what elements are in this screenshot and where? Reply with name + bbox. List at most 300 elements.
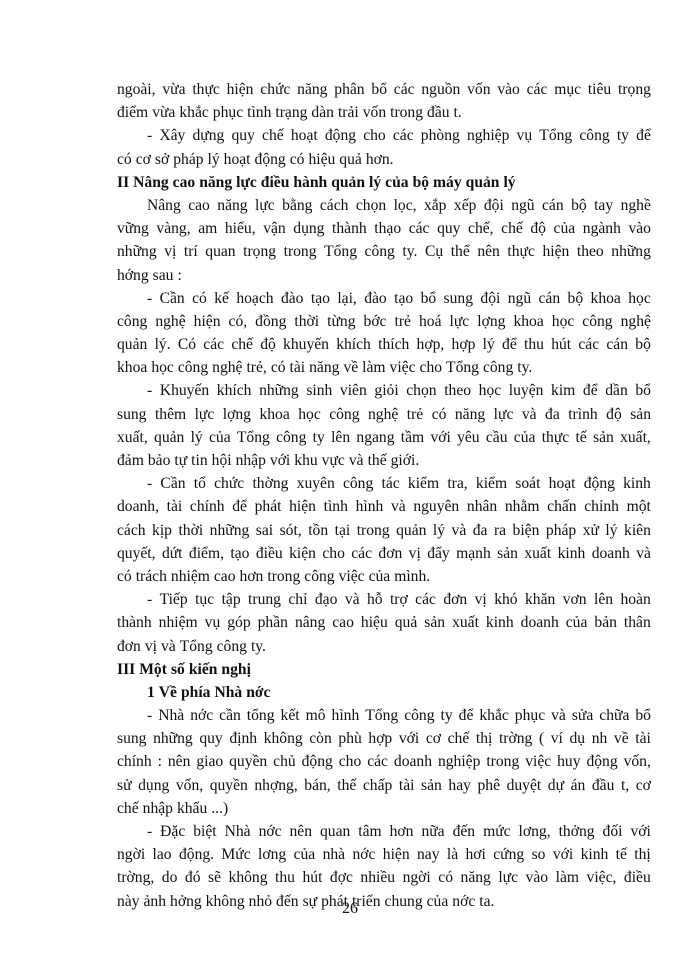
word: cho (322, 544, 345, 562)
word: thân (623, 614, 651, 632)
word: lý (432, 521, 446, 539)
word: công (582, 312, 613, 330)
word: phát (254, 498, 282, 516)
word: và (451, 521, 467, 539)
word: tài (166, 498, 183, 516)
word: có (270, 359, 286, 377)
word: hoạt (290, 127, 318, 145)
word: chế (447, 730, 470, 748)
word: vừa (162, 81, 186, 98)
word: hay (448, 776, 471, 794)
word: chấn (547, 498, 577, 516)
word: ngang (356, 428, 395, 446)
word: cơ (135, 150, 151, 168)
word: nhập (142, 799, 173, 817)
word: Tổng (446, 359, 479, 377)
word: Khuyến (159, 382, 210, 400)
word: nớc (352, 846, 376, 864)
word: và (390, 498, 406, 516)
word: kinh (580, 846, 609, 864)
word: các (351, 544, 373, 562)
word: khoa (259, 405, 290, 423)
word: hiện (193, 312, 221, 330)
word: sinh (306, 382, 333, 400)
word: vị (164, 243, 177, 261)
word: hiện (382, 846, 410, 864)
word: sản (497, 544, 518, 562)
word: bổ (635, 707, 651, 725)
word: của (293, 846, 316, 864)
word: tế (575, 428, 587, 446)
word: của (385, 173, 409, 191)
word: ngời (402, 869, 431, 887)
word: học (151, 359, 174, 377)
word: hiểu, (224, 220, 256, 238)
word: trọng (618, 81, 651, 98)
word: hiện (226, 81, 254, 98)
word: tổ (193, 475, 206, 493)
word: tác (381, 475, 400, 493)
word: phần (257, 614, 288, 632)
word: lọc, (393, 196, 417, 214)
word: đối (602, 823, 623, 840)
word: ngũ (511, 196, 535, 214)
word: trong (486, 753, 520, 771)
word: bán, (304, 776, 331, 794)
word: với (430, 428, 451, 446)
word: cần (219, 707, 241, 725)
word: đầu (591, 776, 615, 794)
word: thời (294, 312, 320, 330)
word: hình (331, 707, 360, 725)
word: năng (297, 81, 328, 98)
word: theo (576, 243, 604, 261)
word: những (153, 730, 193, 748)
word: quyền (229, 753, 268, 771)
word: chấp (362, 776, 393, 794)
word: tập (221, 591, 241, 609)
word: Tổng (236, 428, 270, 446)
word: bộ (571, 196, 587, 214)
word: vừa (152, 104, 176, 122)
text-line (117, 820, 651, 843)
word: Có (177, 336, 197, 354)
word: động (586, 753, 618, 771)
word: nên (167, 753, 191, 771)
word: - (147, 382, 153, 400)
section-heading (117, 681, 651, 704)
word: bảo (147, 452, 171, 469)
word: thể (450, 243, 470, 261)
word: phù (338, 730, 362, 748)
word: hơn (389, 823, 414, 840)
word: tạo (230, 544, 250, 562)
word: mục (554, 81, 582, 98)
word: kim (551, 382, 576, 400)
word: trong (283, 243, 317, 261)
word: lực (498, 869, 519, 887)
word: và (551, 707, 566, 725)
word: để (458, 707, 474, 725)
word: số (170, 660, 185, 678)
text-line (117, 78, 651, 101)
word: mạnh (456, 544, 491, 562)
word: thờng (252, 475, 289, 493)
word: dần (605, 382, 628, 400)
word: các (393, 81, 415, 98)
word: nhà (322, 846, 346, 864)
word: ty. (250, 637, 266, 655)
word: thêm (154, 405, 187, 423)
word: dựng (192, 127, 225, 145)
word: tay (594, 196, 614, 214)
word: sử (117, 776, 132, 794)
word: ty. (517, 359, 533, 377)
text-line (117, 310, 651, 333)
text-line (117, 333, 651, 356)
word: hoạt (223, 150, 251, 168)
word: chức (260, 81, 291, 98)
word: nhằm (504, 498, 540, 516)
word: đợc (329, 869, 353, 887)
word: đồng (255, 312, 287, 330)
word: bổ (420, 289, 437, 307)
word: trách (135, 567, 167, 585)
word: nghề (620, 196, 651, 214)
word: khó (494, 591, 518, 609)
word: tầm (400, 428, 425, 446)
word: sửa (571, 707, 594, 725)
word: công (117, 312, 148, 330)
text-line (117, 287, 651, 310)
word: thời (178, 521, 204, 539)
word: trờng (498, 730, 533, 748)
word: các (203, 336, 225, 354)
text-line (117, 449, 651, 472)
word: quy (199, 730, 223, 748)
word: mô (305, 707, 326, 725)
word: sở (154, 150, 170, 168)
word: khu (294, 452, 318, 469)
word: sung (117, 405, 147, 423)
word: kinh (623, 475, 651, 493)
word: việc (525, 753, 552, 771)
word: ngoài, (117, 81, 156, 98)
word: nâng (294, 614, 326, 632)
word: quản (396, 521, 427, 539)
word: sót, (279, 521, 302, 539)
word: có (117, 567, 132, 585)
word: chế, (468, 220, 494, 238)
word: các (578, 336, 600, 354)
word: - (147, 823, 153, 840)
word: vốn, (175, 776, 204, 794)
word: công (342, 475, 374, 493)
word: khắc (479, 707, 509, 725)
word: học (478, 382, 502, 400)
text-line (117, 356, 651, 379)
word: vực (321, 452, 345, 469)
word: của (368, 567, 391, 585)
word: theo (444, 382, 472, 400)
word: công (482, 359, 514, 377)
word: do (161, 869, 178, 887)
text-line (117, 797, 651, 820)
word: khích (336, 336, 371, 354)
word: duyệt (506, 776, 542, 794)
word: thực (192, 81, 220, 98)
word: thế (367, 452, 387, 469)
word: vị (144, 637, 157, 655)
text-line (117, 611, 651, 634)
word: với (552, 846, 574, 864)
document-body (117, 78, 651, 913)
word: trong (356, 521, 390, 539)
word: thởng (558, 823, 595, 840)
word: chính (189, 498, 225, 516)
word: điểm, (188, 544, 225, 562)
word: kế (214, 289, 229, 307)
word: không (228, 869, 268, 887)
word: vào (628, 220, 651, 238)
text-line (117, 774, 651, 797)
word: tiêu (587, 81, 612, 98)
word: quản (117, 336, 148, 354)
word: vận (263, 220, 286, 238)
word: vào (525, 869, 549, 887)
text-line (117, 704, 651, 727)
word: từng (327, 312, 356, 330)
word: công (404, 707, 435, 725)
word: Tổng (365, 707, 399, 725)
text-line (117, 519, 651, 542)
word: công (579, 127, 610, 145)
word: quả (339, 150, 362, 168)
word: trợ (389, 591, 408, 609)
word: Tổng (324, 243, 357, 261)
word: tế (615, 846, 627, 864)
word: phục (212, 104, 244, 122)
word: Cần (159, 289, 185, 307)
word: đào (280, 289, 304, 307)
text-line (117, 264, 651, 287)
word: Mức (221, 846, 251, 864)
word: dụng (138, 776, 170, 794)
word: đơn (443, 591, 468, 609)
text-line (117, 495, 651, 518)
word: triển (351, 892, 381, 910)
word: vơn (562, 591, 587, 609)
word: khuyến (283, 336, 329, 354)
word: chung (384, 892, 423, 910)
word: với (398, 730, 420, 748)
word: học (298, 405, 321, 423)
word: dụng (293, 220, 325, 238)
section-heading (117, 658, 651, 681)
word: để (582, 382, 598, 400)
word: đội (483, 196, 504, 214)
text-line (117, 426, 651, 449)
word: tại (334, 521, 351, 539)
word: ngành (582, 220, 621, 238)
word: quả (394, 614, 418, 632)
word: đầu (427, 104, 450, 122)
word: khoa (513, 312, 544, 330)
word: Nhà (224, 823, 251, 840)
word: Về (158, 683, 177, 701)
word: hơi (465, 846, 486, 864)
word: biệt (193, 823, 217, 840)
word: nghệ (212, 359, 243, 377)
word: nay (417, 846, 440, 864)
word: III (117, 660, 136, 678)
word: nớc (452, 892, 476, 910)
word: tra, (447, 475, 468, 493)
word: quy (437, 220, 461, 238)
word: yêu (457, 428, 480, 446)
word: nên (477, 243, 500, 261)
word: quan (319, 823, 351, 840)
word: hơn. (365, 150, 394, 168)
word: và (348, 452, 364, 469)
word: vững (117, 220, 149, 238)
word: của (209, 428, 231, 446)
word: 1 (147, 683, 155, 701)
word: doanh (591, 544, 630, 562)
word: tự (174, 452, 188, 469)
word: chữa (599, 707, 630, 725)
word: bộ (412, 173, 430, 191)
word: ty. (402, 243, 418, 261)
word: thực (507, 243, 535, 261)
word: các (415, 591, 436, 609)
word: viên (339, 382, 367, 400)
word: bộ (635, 336, 651, 354)
word: phòng (420, 127, 460, 145)
word: lực (255, 196, 275, 214)
word: những (117, 243, 157, 261)
word: phê (477, 776, 500, 794)
word: có (438, 869, 453, 887)
word: thạo (374, 220, 402, 238)
word: cách (319, 196, 349, 214)
word: lợng (477, 312, 506, 330)
word: ty (312, 428, 325, 446)
word: soát (515, 475, 541, 493)
word: kịp (152, 521, 172, 539)
word: tồn (308, 521, 329, 539)
word: nh (591, 730, 608, 748)
word: với (630, 823, 651, 840)
section-heading (117, 171, 651, 194)
word: đào (364, 289, 387, 307)
word: này (117, 892, 140, 910)
word: cao (332, 614, 354, 632)
word: cứng (493, 846, 525, 864)
word: độ (530, 220, 546, 238)
word: tài (398, 776, 415, 794)
word: Nâng (133, 173, 169, 191)
word: tạo (310, 289, 330, 307)
word: dứt (161, 544, 183, 562)
word: doanh (393, 753, 433, 771)
word: hợp (368, 730, 393, 748)
word: tin (191, 452, 208, 469)
word: phía (180, 683, 211, 701)
word: tài (289, 359, 306, 377)
word: hỗ (366, 591, 383, 609)
word: sau (152, 266, 174, 284)
text-line (117, 843, 651, 866)
word: : (177, 266, 182, 284)
word: thu (524, 336, 544, 354)
word: sung (443, 289, 474, 307)
word: thực (541, 428, 570, 446)
word: - (147, 127, 153, 145)
word: tâm (358, 823, 382, 840)
word: kiên (624, 521, 651, 539)
word: hơn (239, 567, 264, 585)
word: trong (390, 104, 424, 122)
word: cán (606, 336, 629, 354)
word: công (304, 567, 335, 585)
word: chế (117, 799, 139, 817)
word: tình (247, 104, 272, 122)
word: trẻ, (246, 359, 267, 377)
word: năng (199, 173, 233, 191)
word: nguồn (421, 81, 461, 98)
word: ngũ (507, 289, 532, 307)
word: khoa (117, 359, 148, 377)
word: đạo (314, 591, 338, 609)
word: để (232, 498, 247, 516)
word: chế (501, 220, 523, 238)
word: Một (139, 660, 167, 678)
word: huy (557, 753, 581, 771)
word: kinh (557, 544, 586, 562)
text-line (117, 240, 651, 263)
word: lực (236, 173, 257, 191)
word: khẩu (176, 799, 208, 817)
word: ty (616, 127, 629, 145)
word: lý (190, 428, 203, 446)
word: chủ (273, 753, 296, 771)
word: Nhà (214, 683, 243, 701)
word: doanh (520, 614, 559, 632)
word: và (636, 544, 651, 562)
word: nghệ (367, 405, 399, 423)
word: của (513, 428, 536, 446)
word: những (259, 382, 299, 400)
word: Nhà (158, 707, 185, 725)
word: lơng, (518, 823, 551, 840)
word: động. (178, 846, 215, 864)
word: - (147, 475, 153, 493)
word: điều (260, 173, 290, 191)
text-line (117, 750, 651, 773)
word: hoá (418, 312, 442, 330)
text-line (117, 148, 651, 171)
word: xuất (452, 614, 479, 632)
word: Tổng (179, 637, 213, 655)
word: lý. (154, 336, 171, 354)
word: trạng (275, 104, 308, 122)
word: nớc (258, 823, 282, 840)
text-line (117, 727, 651, 750)
word: hiện (289, 498, 316, 516)
word: xuyên (296, 475, 335, 493)
word: sản (424, 614, 446, 632)
